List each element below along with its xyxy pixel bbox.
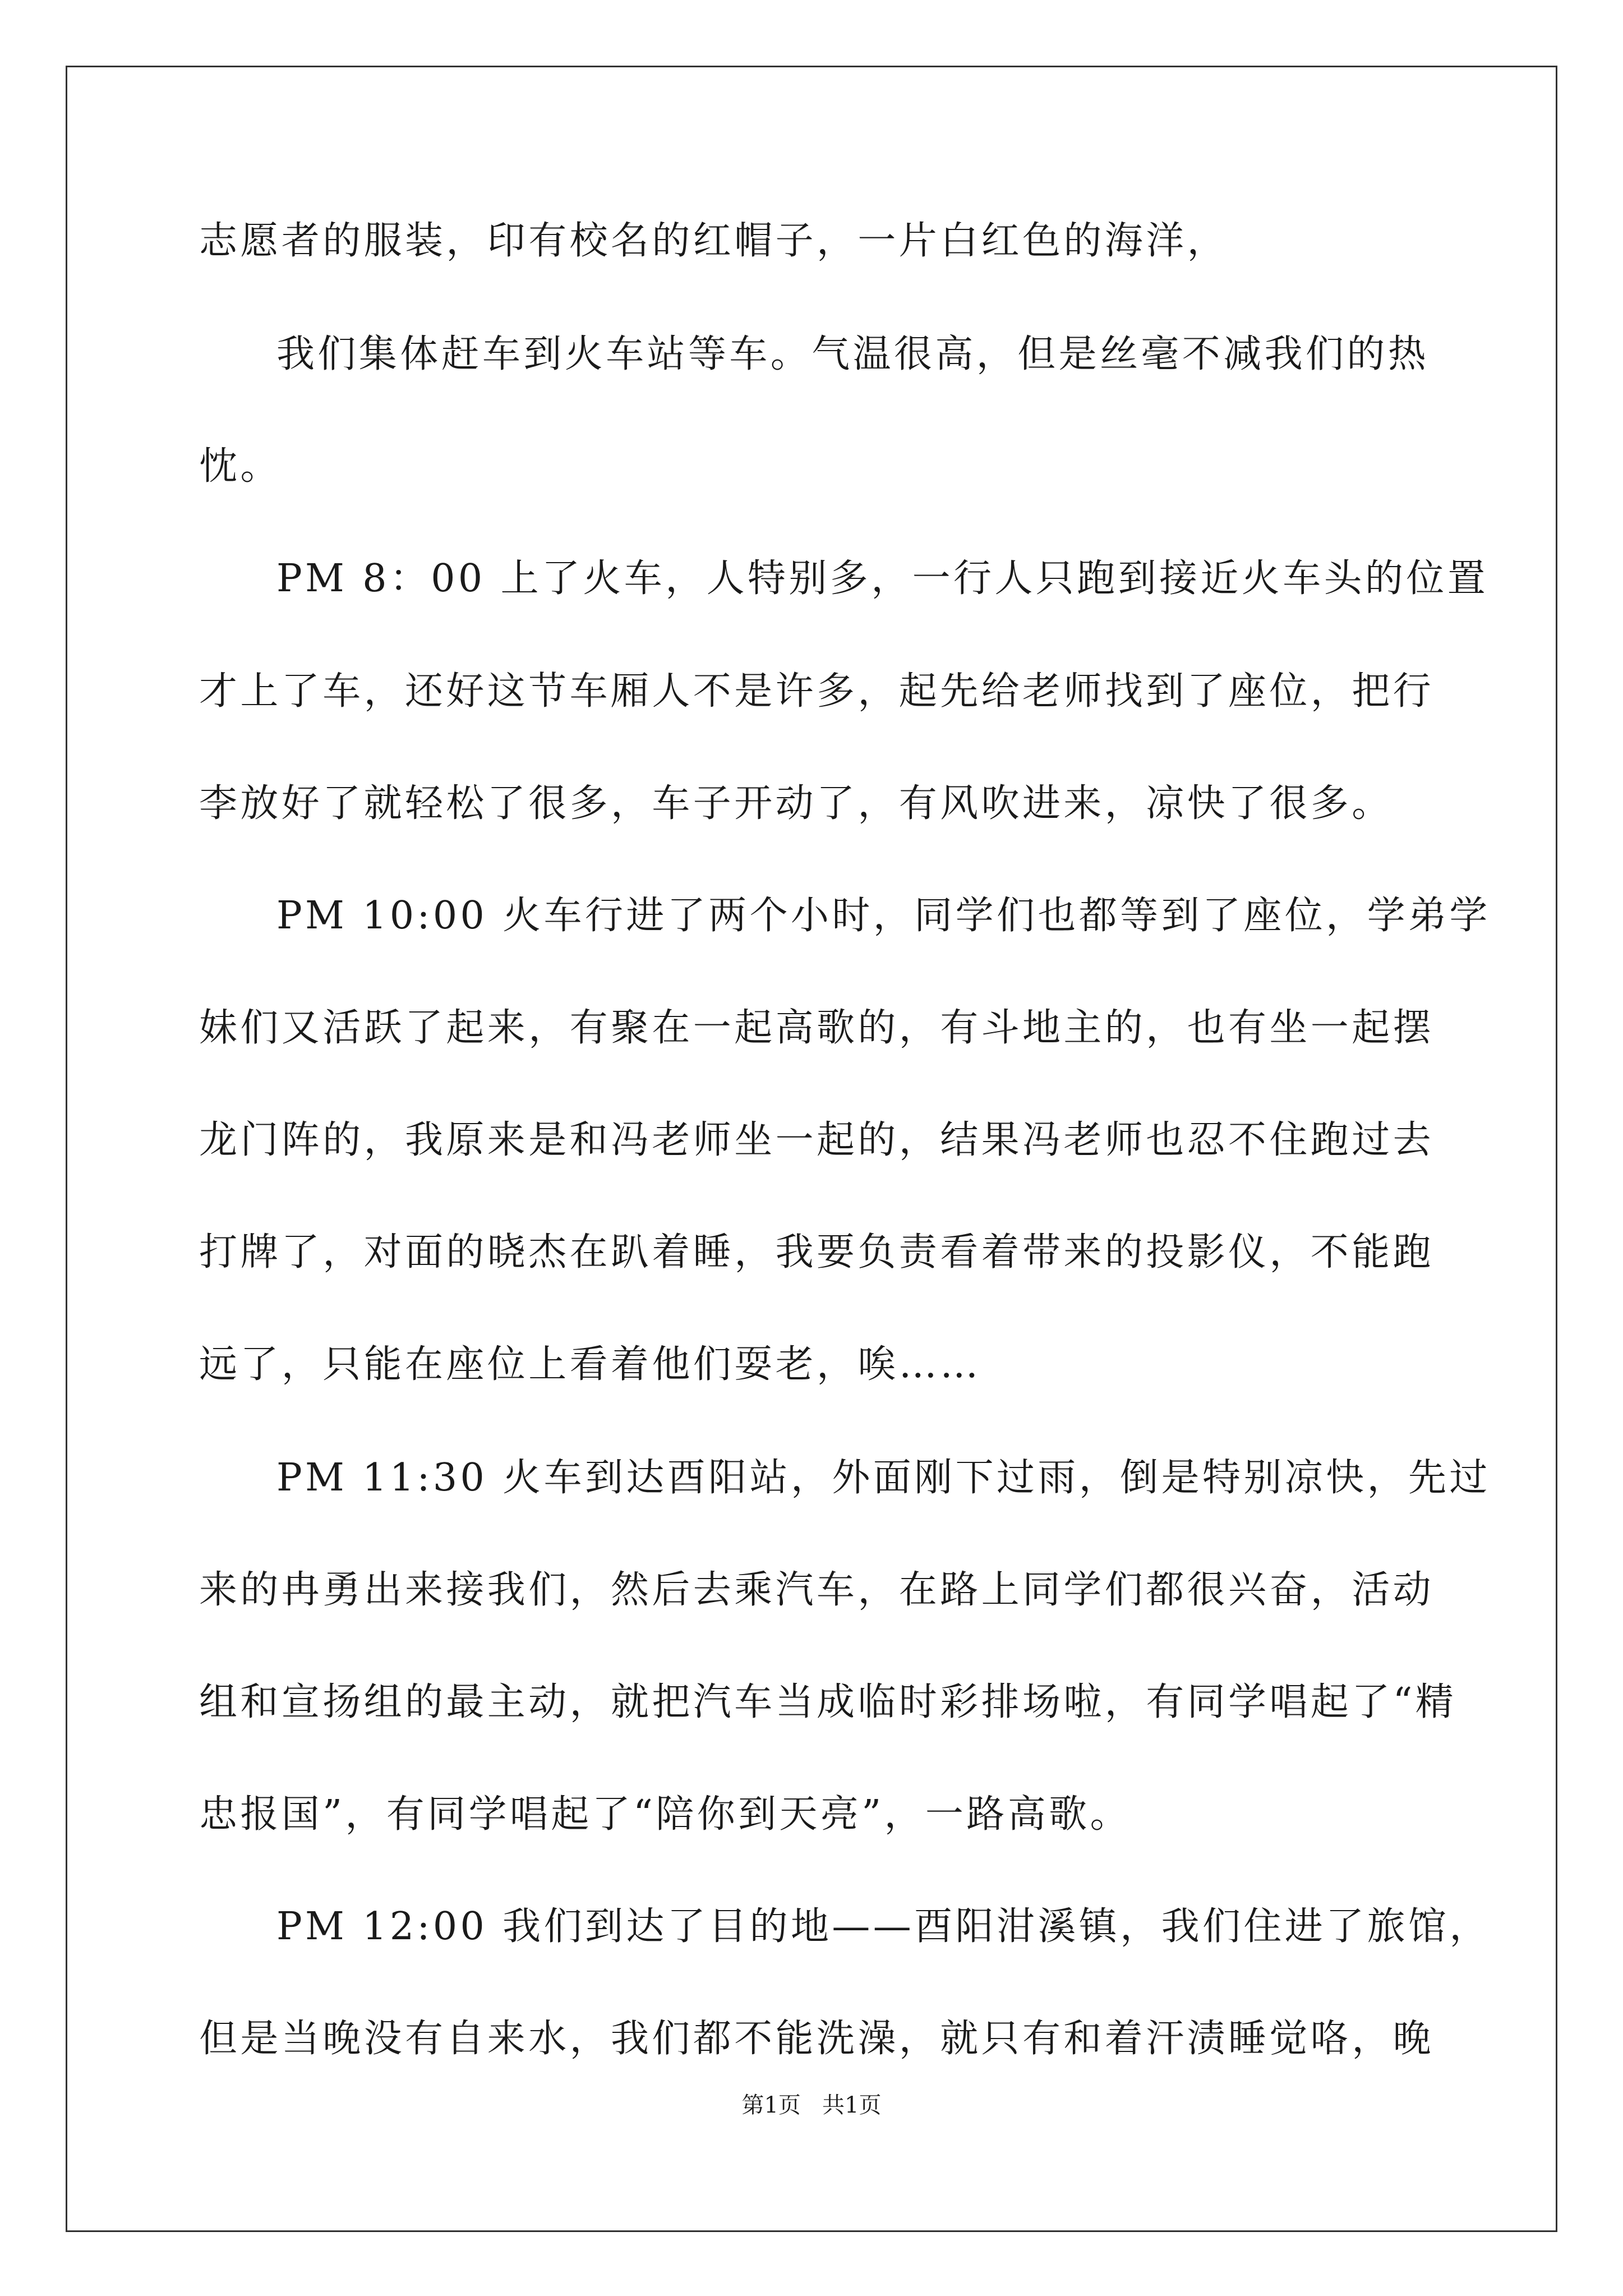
text-line: 打牌了，对面的晓杰在趴着睡，我要负责看着带来的投影仪，不能跑 <box>199 1230 1435 1274</box>
text-line: 龙门阵的，我原来是和冯老师坐一起的，结果冯老师也忍不住跑过去 <box>199 1118 1435 1162</box>
text-line: PM 12:00 我们到达了目的地——酉阳泔溪镇，我们住进了旅馆， <box>276 1904 1491 1949</box>
text-line: PM 10:00 火车行进了两个小时，同学们也都等到了座位，学弟学 <box>276 894 1491 938</box>
text-line: 忠报国”，有同学唱起了“陪你到天亮”，一路高歌。 <box>199 1792 1131 1837</box>
text-line: 才上了车，还好这节车厢人不是许多，起先给老师找到了座位，把行 <box>199 669 1435 714</box>
text-line: 妹们又活跃了起来，有聚在一起高歌的，有斗地主的，也有坐一起摆 <box>199 1006 1435 1050</box>
text-line: 来的冉勇出来接我们，然后去乘汽车，在路上同学们都很兴奋，活动 <box>199 1568 1435 1612</box>
text-line: 志愿者的服装，印有校名的红帽子，一片白红色的海洋， <box>199 219 1229 263</box>
text-line: 李放好了就轻松了很多，车子开动了，有风吹进来，凉快了很多。 <box>199 781 1393 826</box>
text-line: PM 8：00 上了火车，人特别多，一行人只跑到接近火车头的位置 <box>276 556 1489 601</box>
page-number-footer: 第1页 共1页 <box>741 2092 882 2118</box>
text-line: 我们集体赶车到火车站等车。气温很高，但是丝毫不减我们的热 <box>276 332 1430 376</box>
text-line: 组和宣扬组的最主动，就把汽车当成临时彩排场啦，有同学唱起了“精 <box>199 1680 1457 1724</box>
text-line: PM 11:30 火车到达酉阳站，外面刚下过雨，倒是特别凉快，先过 <box>276 1456 1491 1500</box>
text-line: 远了，只能在座位上看着他们耍老，唉…… <box>199 1342 981 1387</box>
text-line: 忱。 <box>199 444 282 489</box>
text-line: 但是当晚没有自来水，我们都不能洗澡，就只有和着汗渍睡觉咯，晚 <box>199 2017 1435 2061</box>
